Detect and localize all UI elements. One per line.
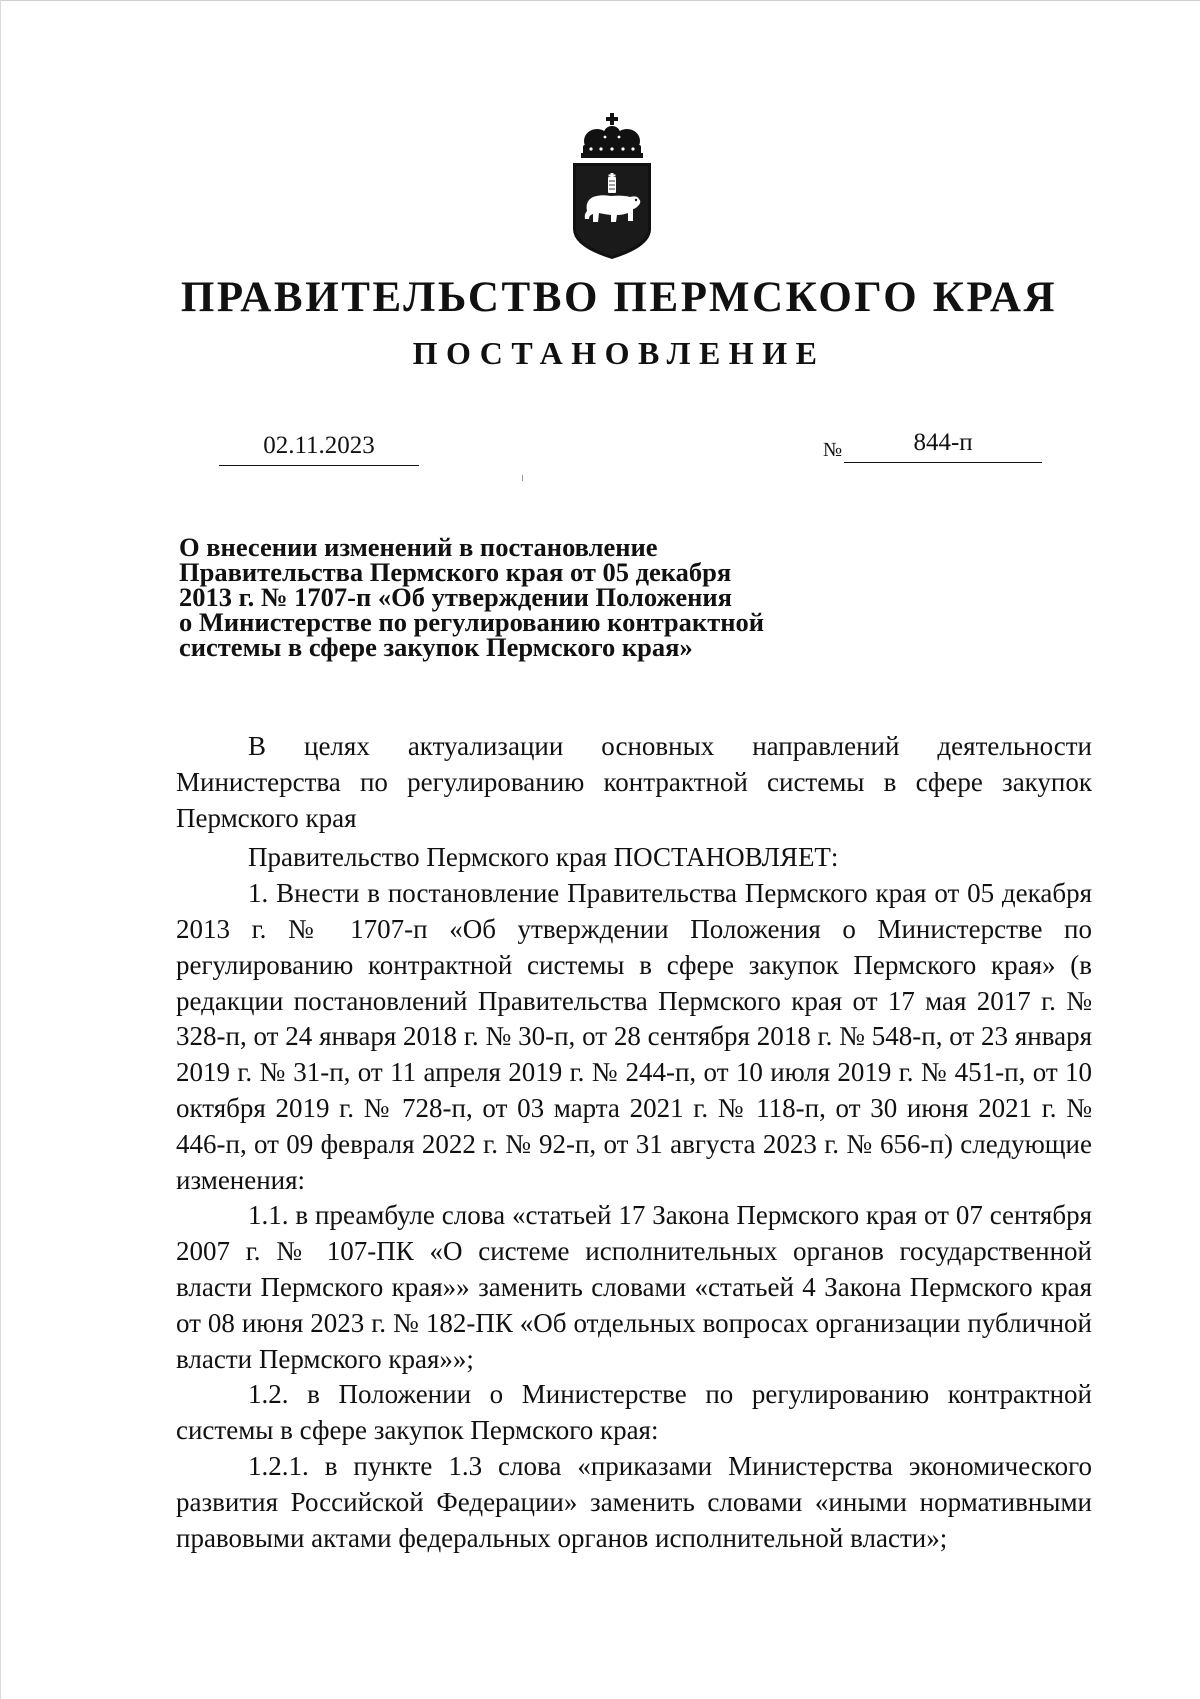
body-paragraph-preamble: В целях актуализации основных направлений деятельности Министерства по регулированию контрактной системы в сфере закупок Пермского края	[176, 731, 1092, 833]
document-type-heading: ПОСТАНОВЛЕНИЕ	[412, 335, 826, 371]
body-paragraph-resolves: Правительство Пермского края ПОСТАНОВЛЯЕТ:	[248, 842, 839, 873]
document-subject	[179, 532, 839, 662]
document-number: 844-п	[844, 424, 1042, 463]
subject-line: О внесении изменений в постановление	[179, 532, 658, 562]
body-paragraph-item-1-2-1: 1.2.1. в пункте 1.3 слова «приказами Министерства экономического развития Российской Федерации» заменить словами «иными нормативными правовыми актами федеральных органов исполнительной власти»;	[176, 1450, 1092, 1553]
coat-of-arms-icon	[567, 111, 657, 261]
subject-line: Правительства Пермского края от 05 декабря	[179, 557, 732, 587]
subject-line: 2013 г. № 1707-п «Об утверждении Положения	[179, 582, 732, 612]
body-paragraph-item-1: 1. Внести в постановление Правительства Пермского края от 05 декабря 2013 г. № 1707-п «Об утверждении Положения о Министерстве по регулированию контрактной системы в сфере закупок Пермского края» (в редакции постановлений Правительства Пермского края от 17 мая 2017 г. № 328-п, от 24 января 2018 г. № 30-п, от 28 сентября 2018 г. № 548-п, от 23 января 2019 г. № 31-п, от 11 апреля 2019 г. № 244-п, от 10 июля 2019 г. № 451-п, от 10 октября 2019 г. № 728-п, от 03 марта 2021 г. № 118-п, от 30 июня 2021 г. № 446-п, от 09 февраля 2022 г. № 92-п, от 31 августа 2023 г. № 656-п) следующие изменения:	[176, 878, 1092, 1195]
body-paragraph-item-1-1: 1.1. в преамбуле слова «статьей 17 Закона Пермского края от 07 сентября 2007 г. № 107-ПК «О системе исполнительных органов государственной власти Пермского края»» заменить словами «статьей 4 Закона Пермского края от 08 июня 2023 г. № 182-ПК «Об отдельных вопросах организации публичной власти Пермского края»»;	[176, 1200, 1092, 1374]
subject-line: о Министерстве по регулированию контрактной	[179, 607, 764, 637]
document-number-block	[823, 425, 1042, 465]
organization-title: ПРАВИТЕЛЬСТВО ПЕРМСКОГО КРАЯ	[180, 274, 1058, 321]
document-body	[176, 729, 1092, 1556]
document-date: 02.11.2023	[219, 427, 419, 466]
body-paragraph-item-1-2: 1.2. в Положении о Министерстве по регулированию контрактной системы в сфере закупок Пермского края:	[176, 1379, 1092, 1446]
subject-line: системы в сфере закупок Пермского края»	[179, 632, 693, 662]
number-sign-label: №	[823, 439, 843, 461]
scan-artifact	[522, 475, 523, 481]
